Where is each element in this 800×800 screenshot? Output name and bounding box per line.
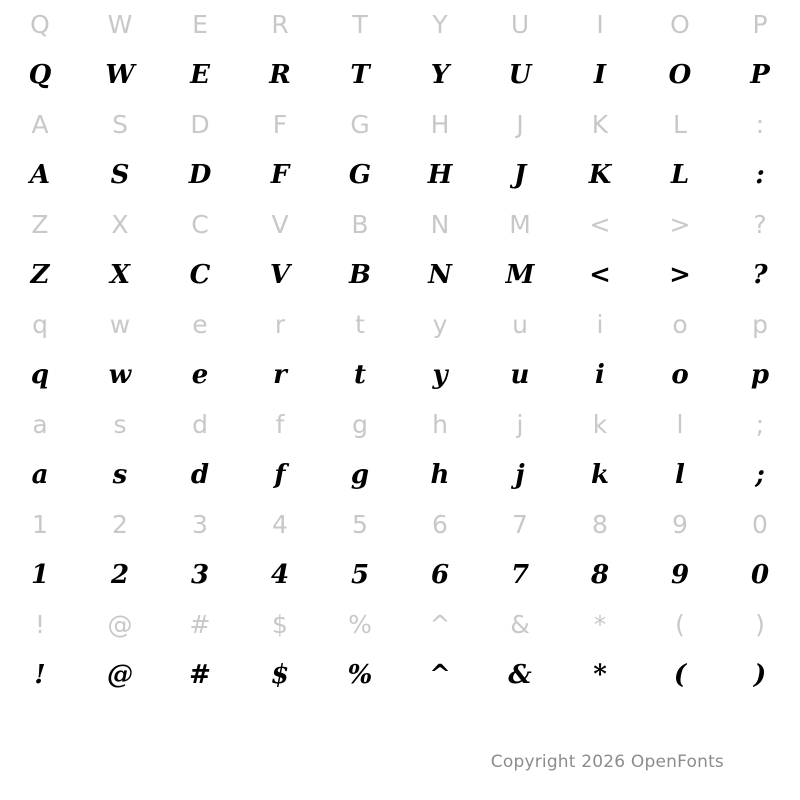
glyph-cell: t — [355, 310, 365, 339]
glyph-cell: g — [352, 410, 368, 439]
glyph-cell: $ — [272, 610, 288, 639]
glyph-cell: S — [112, 110, 128, 139]
glyph-cell: @ — [107, 610, 133, 639]
glyph-cell: & — [508, 660, 532, 690]
glyph-cell: Q — [28, 60, 52, 90]
glyph-cell: : — [755, 160, 765, 190]
glyph-cell: ( — [673, 660, 687, 690]
glyph-cell: 3 — [192, 510, 208, 539]
glyph-row-reference — [0, 0, 800, 50]
glyph-cell: 0 — [752, 510, 768, 539]
glyph-cell: 4 — [270, 560, 290, 590]
glyph-cell: k — [592, 410, 608, 439]
glyph-cell: G — [350, 110, 370, 139]
glyph-cell: q — [32, 310, 48, 339]
glyph-cell: B — [351, 210, 369, 239]
glyph-row-sample — [0, 150, 800, 200]
glyph-cell: d — [192, 410, 208, 439]
glyph-cell: 3 — [190, 560, 210, 590]
glyph-row-sample — [0, 450, 800, 500]
glyph-cell: X — [109, 260, 131, 290]
glyph-cell: A — [31, 110, 49, 139]
glyph-cell: 8 — [590, 560, 610, 590]
glyph-cell: N — [428, 260, 452, 290]
glyph-cell: f — [275, 410, 285, 439]
glyph-cell: e — [191, 360, 209, 390]
glyph-row-reference — [0, 300, 800, 350]
glyph-cell: & — [510, 610, 530, 639]
glyph-cell: s — [113, 410, 127, 439]
glyph-cell: p — [752, 310, 768, 339]
glyph-cell: Y — [432, 10, 448, 39]
glyph-cell: U — [508, 60, 532, 90]
glyph-cell: # — [189, 610, 211, 639]
glyph-cell: e — [192, 310, 208, 339]
glyph-cell: * — [593, 660, 607, 690]
glyph-cell: Z — [30, 260, 50, 290]
glyph-cell: F — [272, 110, 288, 139]
glyph-row-reference — [0, 600, 800, 650]
glyph-cell: h — [430, 460, 450, 490]
glyph-cell: S — [110, 160, 130, 190]
glyph-cell: T — [352, 10, 368, 39]
glyph-cell: J — [516, 110, 524, 139]
glyph-cell: 6 — [432, 510, 448, 539]
glyph-cell: X — [111, 210, 129, 239]
glyph-cell: u — [512, 310, 528, 339]
glyph-cell: * — [593, 610, 607, 639]
glyph-cell: O — [668, 60, 692, 90]
glyph-cell: T — [350, 60, 370, 90]
glyph-cell: O — [670, 10, 690, 39]
glyph-cell: I — [593, 60, 607, 90]
glyph-cell: ^ — [429, 610, 451, 639]
copyright-notice: Copyright 2026 OpenFonts — [490, 752, 724, 772]
glyph-cell: C — [191, 210, 209, 239]
glyph-cell: < — [589, 260, 611, 290]
glyph-cell: r — [273, 360, 287, 390]
glyph-row-reference — [0, 400, 800, 450]
glyph-cell: r — [274, 310, 286, 339]
glyph-cell: E — [190, 60, 210, 90]
glyph-cell: h — [432, 410, 448, 439]
glyph-cell: 0 — [750, 560, 770, 590]
glyph-cell: @ — [107, 660, 133, 690]
glyph-row-sample — [0, 250, 800, 300]
glyph-cell: 1 — [30, 560, 50, 590]
glyph-cell: > — [669, 210, 691, 239]
glyph-cell: F — [270, 160, 290, 190]
glyph-cell: g — [350, 460, 370, 490]
glyph-cell: 6 — [430, 560, 450, 590]
glyph-cell: % — [347, 660, 373, 690]
glyph-cell: K — [591, 110, 609, 139]
glyph-cell: C — [189, 260, 211, 290]
glyph-cell: E — [192, 10, 208, 39]
glyph-cell: y — [432, 360, 448, 390]
glyph-cell: w — [109, 310, 131, 339]
glyph-cell: 9 — [670, 560, 690, 590]
glyph-cell: ^ — [429, 660, 451, 690]
glyph-cell: > — [669, 260, 691, 290]
glyph-cell: L — [673, 110, 687, 139]
glyph-cell: Z — [31, 210, 49, 239]
glyph-cell: u — [510, 360, 530, 390]
glyph-cell: 2 — [110, 560, 130, 590]
glyph-cell: t — [353, 360, 366, 390]
glyph-row-reference — [0, 100, 800, 150]
glyph-cell: % — [348, 610, 372, 639]
glyph-row-reference — [0, 200, 800, 250]
glyph-cell: o — [671, 360, 689, 390]
glyph-row-reference — [0, 500, 800, 550]
glyph-cell: ) — [755, 610, 765, 639]
glyph-cell: W — [105, 60, 135, 90]
glyph-row-sample — [0, 350, 800, 400]
glyph-cell: A — [29, 160, 51, 190]
glyph-cell: w — [108, 360, 132, 390]
glyph-cell: ; — [755, 460, 765, 490]
glyph-cell: H — [430, 110, 450, 139]
glyph-cell: y — [432, 310, 448, 339]
glyph-cell: a — [32, 410, 48, 439]
glyph-cell: 2 — [112, 510, 128, 539]
glyph-cell: J — [513, 160, 527, 190]
glyph-cell: 9 — [672, 510, 688, 539]
glyph-cell: D — [188, 160, 212, 190]
glyph-cell: R — [269, 60, 291, 90]
glyph-cell: 5 — [350, 560, 370, 590]
glyph-cell: L — [670, 160, 690, 190]
glyph-cell: : — [755, 110, 765, 139]
glyph-cell: o — [672, 310, 688, 339]
glyph-cell: j — [515, 460, 525, 490]
glyph-cell: D — [190, 110, 210, 139]
glyph-cell: ? — [752, 260, 768, 290]
glyph-cell: i — [596, 310, 604, 339]
glyph-cell: V — [269, 260, 291, 290]
glyph-cell: R — [271, 10, 289, 39]
glyph-cell: ! — [34, 610, 46, 639]
glyph-cell: $ — [270, 660, 290, 690]
glyph-cell: M — [505, 260, 535, 290]
glyph-cell: l — [675, 460, 685, 490]
glyph-cell: ! — [34, 660, 46, 690]
glyph-cell: W — [107, 10, 133, 39]
glyph-cell: 7 — [512, 510, 528, 539]
glyph-cell: f — [274, 460, 286, 490]
glyph-cell: V — [271, 210, 289, 239]
glyph-cell: B — [349, 260, 371, 290]
glyph-row-sample — [0, 650, 800, 700]
glyph-cell: ) — [753, 660, 767, 690]
glyph-cell: a — [31, 460, 49, 490]
glyph-cell: Q — [30, 10, 50, 39]
glyph-cell: 1 — [32, 510, 48, 539]
glyph-cell: P — [750, 60, 770, 90]
glyph-cell: ( — [675, 610, 685, 639]
glyph-cell: Y — [430, 60, 450, 90]
glyph-cell: i — [595, 360, 605, 390]
glyph-cell: K — [588, 160, 612, 190]
glyph-cell: l — [676, 410, 684, 439]
glyph-cell: M — [509, 210, 531, 239]
glyph-row-sample — [0, 550, 800, 600]
glyph-cell: I — [596, 10, 604, 39]
glyph-cell: U — [510, 10, 530, 39]
glyph-cell: P — [752, 10, 768, 39]
glyph-cell: ; — [755, 410, 765, 439]
glyph-cell: 5 — [352, 510, 368, 539]
glyph-cell: # — [189, 660, 211, 690]
glyph-cell: H — [427, 160, 453, 190]
glyph-cell: d — [190, 460, 210, 490]
glyph-cell: N — [430, 210, 450, 239]
glyph-cell: s — [112, 460, 128, 490]
glyph-cell: G — [348, 160, 372, 190]
glyph-cell: j — [516, 410, 524, 439]
glyph-cell: p — [750, 360, 770, 390]
glyph-cell: ? — [753, 210, 767, 239]
glyph-cell: 7 — [510, 560, 530, 590]
glyph-cell: < — [589, 210, 611, 239]
glyph-row-sample — [0, 50, 800, 100]
glyph-cell: 8 — [592, 510, 608, 539]
glyph-cell: 4 — [272, 510, 288, 539]
glyph-cell: q — [30, 360, 50, 390]
glyph-cell: k — [590, 460, 609, 490]
